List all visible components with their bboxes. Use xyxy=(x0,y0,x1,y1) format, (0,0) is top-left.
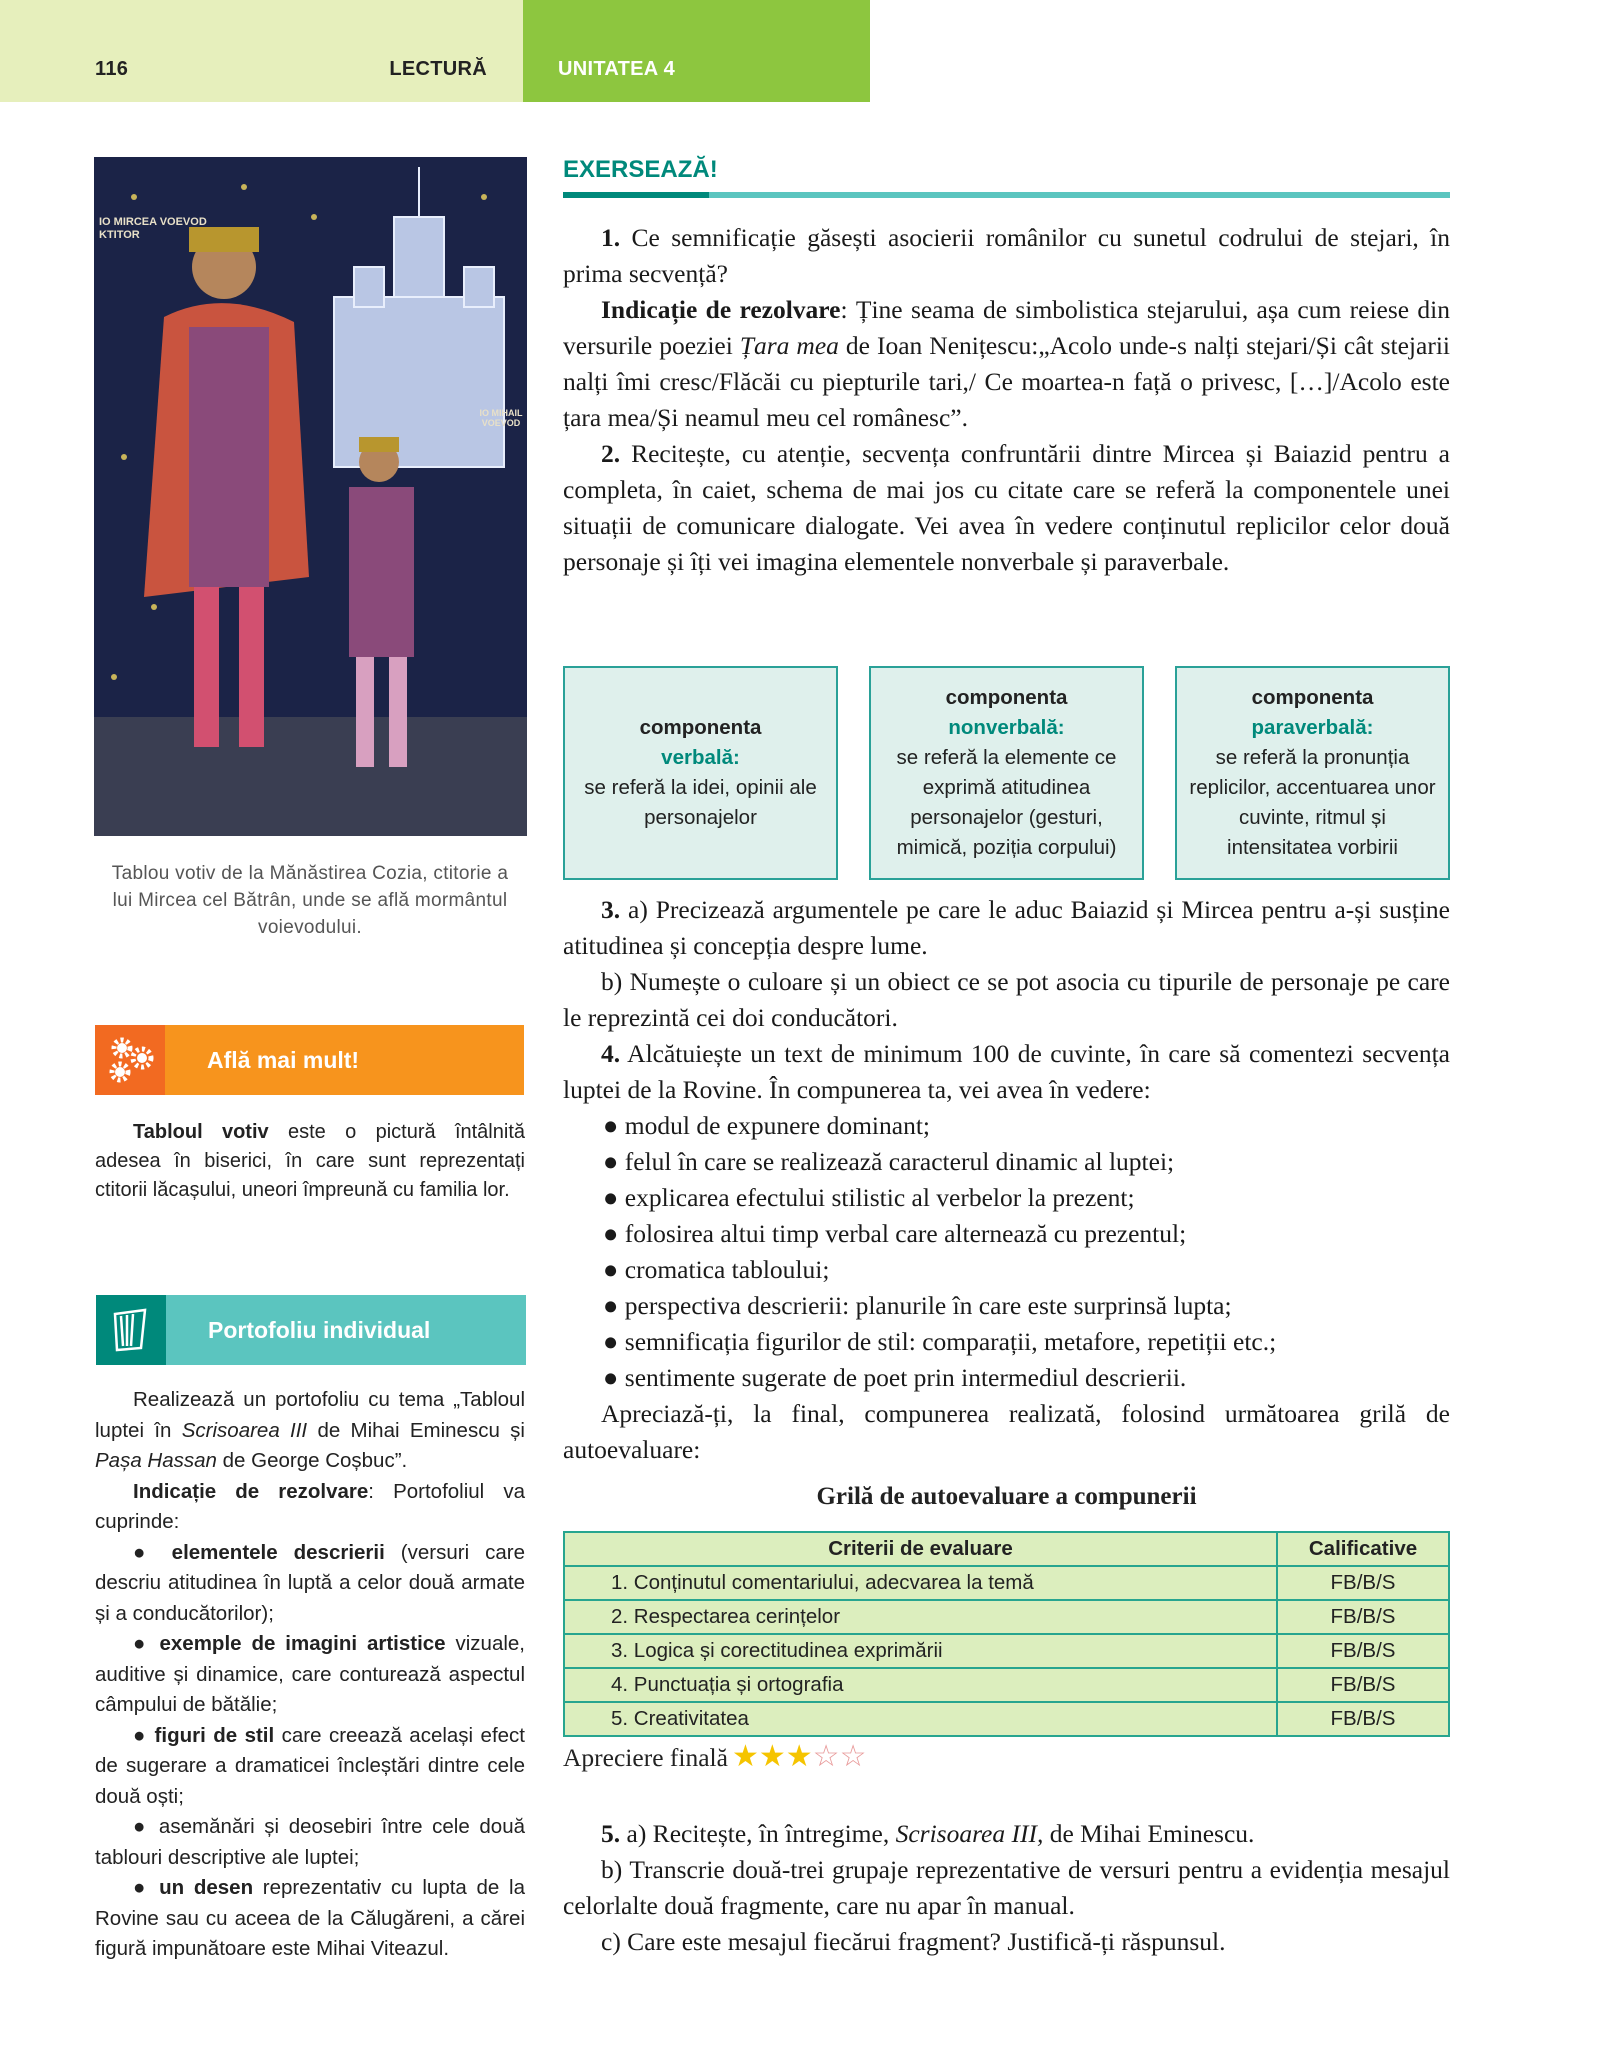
criterion: 2. Respectarea cerințelor xyxy=(564,1600,1277,1634)
unit-title: UNITATEA 4 xyxy=(558,58,676,80)
text: Alcătuiește un text de minimum 100 de cuvinte, în care să comentezi secvența luptei de la Rovine. În compunerea ta, vei avea în vedere: xyxy=(563,1039,1450,1104)
text: reprezentativ cu lupta de la Rovine sau cu aceea de la Călugăreni, a cărei figură impunătoare este Mihai Viteazul. xyxy=(95,1876,525,1960)
paragraph xyxy=(563,220,1450,292)
component-desc: se referă la elemente ce exprimă atitudinea personajelor (gesturi, mimică, poziția corpului) xyxy=(896,746,1117,859)
component-key: verbală: xyxy=(661,746,740,769)
star-filled-icon: ★ xyxy=(785,1740,813,1773)
paragraph xyxy=(95,1385,525,1477)
component-desc: se referă la idei, opinii ale personajelor xyxy=(584,776,817,829)
paragraph xyxy=(563,1036,1450,1108)
paragraph xyxy=(563,1816,1450,1852)
text: ● xyxy=(133,1632,160,1655)
painting-inscription-prince: IO MIHAIL VOEVOD xyxy=(479,408,523,429)
text: de George Coșbuc”. xyxy=(216,1449,408,1472)
grade: FB/B/S xyxy=(1277,1634,1449,1668)
paragraph xyxy=(563,964,1450,1036)
grade: FB/B/S xyxy=(1277,1668,1449,1702)
text: ● xyxy=(133,1540,172,1564)
component-key: nonverbală: xyxy=(948,716,1065,739)
text: a) Recitește, în întregime, xyxy=(620,1819,896,1848)
heading-rule-dark xyxy=(563,192,709,198)
final-rating-label: Apreciere finală xyxy=(563,1742,728,1772)
text: ● semnificația figurilor de stil: comparații, metafore, repetiții etc.; xyxy=(603,1327,1277,1356)
text: ● modul de expunere dominant; xyxy=(603,1111,930,1140)
exercise-5 xyxy=(563,1816,1450,1960)
star-filled-icon: ★ xyxy=(731,1740,759,1773)
criterion: 5. Creativitatea xyxy=(564,1702,1277,1736)
star-empty-icon: ☆ xyxy=(812,1740,840,1773)
table-row xyxy=(564,1566,1449,1600)
column-header: Criterii de evaluare xyxy=(564,1532,1277,1566)
learn-more-title: Află mai mult! xyxy=(207,1046,360,1073)
bold-text: 1. xyxy=(601,223,621,252)
italic-text: Pașa Hassan xyxy=(95,1449,217,1472)
table-row xyxy=(564,1702,1449,1736)
paragraph xyxy=(95,1477,525,1538)
text: ● cromatica tabloului; xyxy=(603,1255,830,1284)
italic-text: Scrisoarea III, xyxy=(895,1819,1044,1848)
paragraph xyxy=(95,1629,525,1721)
learn-more-text xyxy=(95,1118,525,1205)
paragraph xyxy=(563,1360,1450,1396)
text: care creează același efect de sugerare a dramaticei încleștări dintre cele două oști; xyxy=(95,1723,525,1808)
text: este o pictură întâlnită adesea în biserici, în care sunt reprezentați ctitorii lăcașului, uneori împreună cu familia lor. xyxy=(95,1121,525,1201)
text: : Ține seama de simbolistica stejarului, așa cum reiese din versurile poeziei xyxy=(563,295,1450,360)
bold-text: exemple de imagini artistice xyxy=(159,1632,446,1655)
bold-text: figuri de stil xyxy=(154,1723,275,1747)
text: Ce semnificație găsești asocierii românilor cu sunetul codrului de stejari, în prima secvență? xyxy=(563,223,1450,288)
text: Realizează un portofoliu cu tema „Tabloul luptei în xyxy=(95,1388,525,1442)
column-header: Calificative xyxy=(1277,1532,1449,1566)
text: vizuale, auditive și dinamice, care conturează aspectul câmpului de bătălie; xyxy=(95,1632,525,1716)
paragraph xyxy=(563,436,1450,580)
component-box-paraverbal xyxy=(1175,666,1450,880)
paragraph xyxy=(563,292,1450,436)
text: b) Numește o culoare și un obiect ce se pot asocia cu tipurile de personaje pe care le reprezintă cei doi conducători. xyxy=(563,967,1450,1032)
bold-text: elementele descrierii xyxy=(171,1540,385,1564)
text: ● felul în care se realizează caracterul dinamic al luptei; xyxy=(603,1147,1175,1176)
bold-text: 2. xyxy=(601,439,621,468)
paragraph xyxy=(563,1324,1450,1360)
paragraph xyxy=(563,1852,1450,1924)
text: ● perspectiva descrierii: planurile în care este surprinsă lupta; xyxy=(603,1291,1232,1320)
paragraph xyxy=(95,1812,525,1873)
paragraph xyxy=(95,1538,525,1630)
italic-text: Scrisoarea III xyxy=(181,1418,308,1442)
component-head: componenta xyxy=(945,686,1068,709)
final-rating xyxy=(563,1742,866,1773)
component-desc: se referă la pronunția replicilor, accentuarea unor cuvinte, ritmul și intensitatea vorbirii xyxy=(1189,746,1436,859)
text: ● xyxy=(133,1723,155,1747)
text: de Mihai Eminescu și xyxy=(307,1418,525,1442)
text: : Portofoliul va cuprinde: xyxy=(95,1479,525,1533)
bold-text: Tabloul votiv xyxy=(133,1121,269,1143)
self-evaluation-grid xyxy=(563,1531,1450,1737)
component-key: paraverbală: xyxy=(1251,716,1374,739)
paragraph xyxy=(563,1108,1450,1144)
text: a) Precizează argumentele pe care le aduc Baiazid și Mircea pentru a-și susține atitudinea și concepția despre lume. xyxy=(563,895,1450,960)
paragraph xyxy=(563,1144,1450,1180)
text: ● explicarea efectului stilistic al verbelor la prezent; xyxy=(603,1183,1135,1212)
component-box-nonverbal xyxy=(869,666,1144,880)
votive-painting xyxy=(94,157,527,836)
bold-text: Indicație de rezolvare xyxy=(133,1479,369,1503)
text: de Mihai Eminescu. xyxy=(1043,1819,1255,1848)
paragraph xyxy=(95,1873,525,1965)
paragraph xyxy=(563,1924,1450,1960)
gears-icon xyxy=(95,1025,165,1095)
paragraph xyxy=(563,1288,1450,1324)
bold-text: 3. xyxy=(601,895,621,924)
grade: FB/B/S xyxy=(1277,1702,1449,1736)
unit-band xyxy=(523,0,870,102)
bold-text: un desen xyxy=(159,1876,254,1899)
exercises-1-2 xyxy=(563,220,1450,580)
table-header-row xyxy=(564,1532,1449,1566)
star-empty-icon: ☆ xyxy=(839,1740,867,1773)
portfolio-header xyxy=(96,1295,526,1365)
component-head: componenta xyxy=(1251,686,1374,709)
exercise-heading: EXERSEAZĂ! xyxy=(563,156,718,183)
portfolio-icon xyxy=(96,1295,166,1365)
table-row xyxy=(564,1600,1449,1634)
page-number: 116 xyxy=(95,58,129,80)
paragraph xyxy=(563,1216,1450,1252)
grade: FB/B/S xyxy=(1277,1600,1449,1634)
paragraph xyxy=(563,1180,1450,1216)
bold-text: 4. xyxy=(601,1039,621,1068)
criterion: 1. Conținutul comentariului, adecvarea la temă xyxy=(564,1566,1277,1600)
text: ● asemănări și deosebiri între cele două tablouri descriptive ale luptei; xyxy=(95,1815,525,1869)
table-row xyxy=(564,1634,1449,1668)
criterion: 4. Punctuația și ortografia xyxy=(564,1668,1277,1702)
table-row xyxy=(564,1668,1449,1702)
paragraph xyxy=(563,1396,1450,1468)
star-filled-icon: ★ xyxy=(758,1740,786,1773)
criterion: 3. Logica și corectitudinea exprimării xyxy=(564,1634,1277,1668)
text: ● xyxy=(133,1876,160,1899)
image-caption: Tablou votiv de la Mănăstirea Cozia, ctitorie a lui Mircea cel Bătrân, unde se află mormântul voievodului. xyxy=(111,863,509,938)
text: Recitește, cu atenție, secvența confruntării dintre Mircea și Baiazid pentru a completa, în caiet, schema de mai jos cu citate care se referă la componentele unei situații de comunicare dialogate. Vei avea în vedere conținutul replicilor celor două personaje și îți vei imagina elementele nonverbale și paraverbale. xyxy=(563,439,1450,576)
text: ● folosirea altui timp verbal care alternează cu prezentul; xyxy=(603,1219,1187,1248)
grid-title: Grilă de autoevaluare a compunerii xyxy=(816,1483,1197,1510)
heading-rule-light xyxy=(709,192,1450,198)
painting-inscription-voivode: IO MIRCEA VOEVOD KTITOR xyxy=(99,216,207,241)
text: ● sentimente sugerate de poet prin intermediul descrierii. xyxy=(603,1363,1187,1392)
paragraph xyxy=(95,1721,525,1813)
learn-more-header xyxy=(95,1025,524,1095)
portfolio-text xyxy=(95,1385,525,1965)
component-head: componenta xyxy=(639,716,762,739)
component-box-verbal xyxy=(563,666,838,880)
paragraph xyxy=(95,1118,525,1205)
exercises-3-4 xyxy=(563,892,1450,1468)
text: b) Transcrie două-trei grupaje reprezentative de versuri pentru a evidenția mesajul celorlalte două fragmente, care nu apar în manual. xyxy=(563,1855,1450,1920)
paragraph xyxy=(563,892,1450,964)
star-rating xyxy=(732,1742,867,1773)
grade: FB/B/S xyxy=(1277,1566,1449,1600)
text: (versuri care descriu atitudinea în luptă a celor două armate și a conducătorilor); xyxy=(95,1540,526,1625)
section-title: LECTURĂ xyxy=(389,58,487,80)
bold-text: Indicație de rezolvare xyxy=(601,295,841,324)
bold-text: 5. xyxy=(601,1819,621,1848)
text: de Ioan Nenițescu:„Acolo unde-s nalți stejari/Și cât stejarii nalți îmi cresc/Flăcăi cu piepturile tari,/ Ce moartea-n față o privesc, […]/Acolo este țara mea/Și neamul meu cel românesc”. xyxy=(563,331,1451,432)
italic-text: Țara mea xyxy=(739,331,839,360)
header-band xyxy=(0,0,523,102)
text: c) Care este mesajul fiecărui fragment? Justifică-ți răspunsul. xyxy=(601,1927,1226,1956)
paragraph xyxy=(563,1252,1450,1288)
text: Apreciază-ți, la final, compunerea realizată, folosind următoarea grilă de autoevaluare: xyxy=(563,1399,1450,1464)
portfolio-title: Portofoliu individual xyxy=(208,1316,431,1343)
